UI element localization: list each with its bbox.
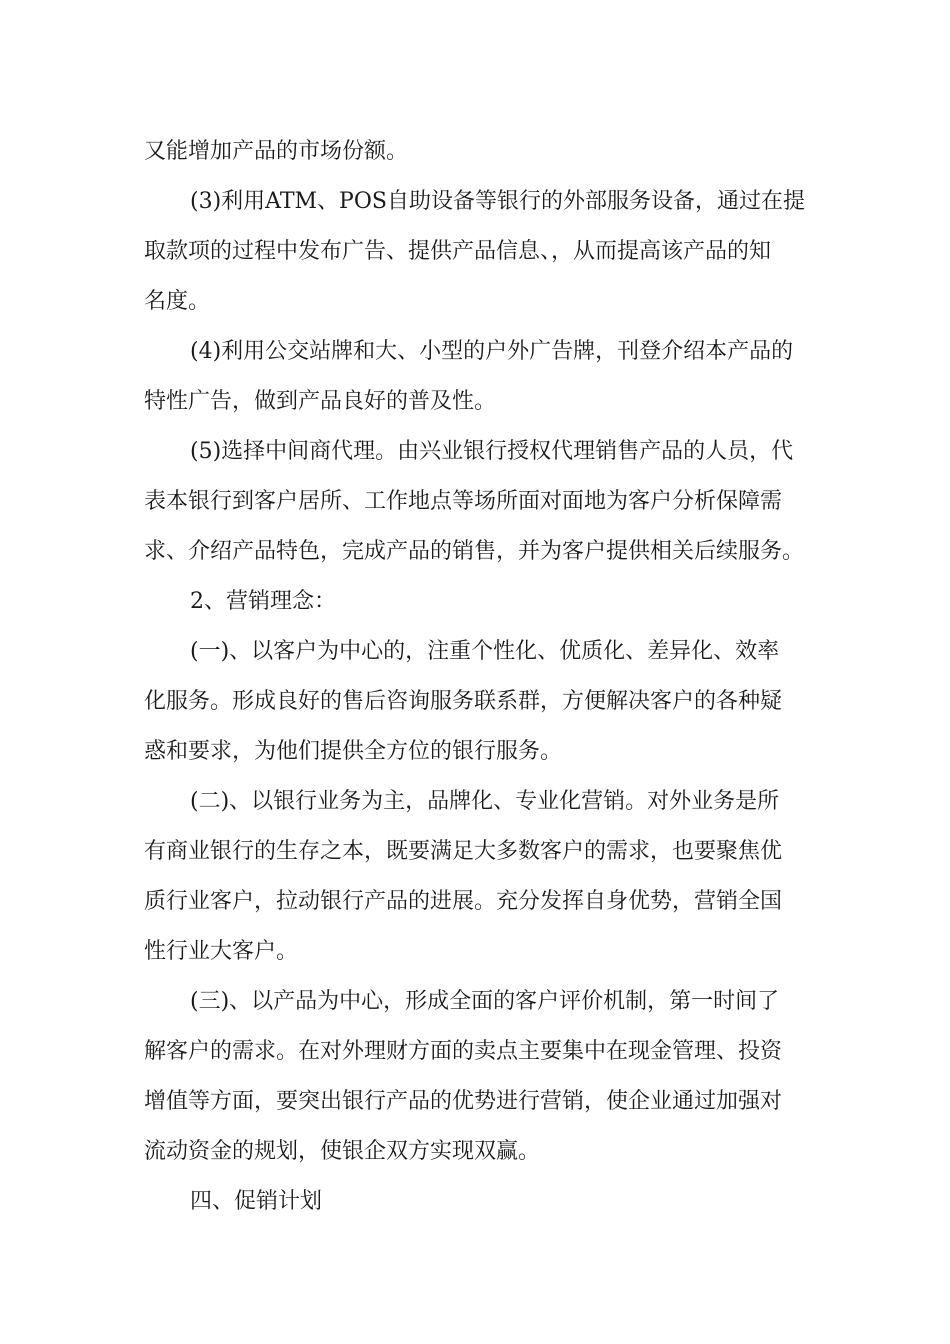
- text-line: 增值等方面，要突出银行产品的优势进行营销，使企业通过加强对: [144, 1089, 783, 1114]
- text-line: 取款项的过程中发布广告、提供产品信息、，从而提高该产品的知: [144, 239, 772, 264]
- text-line: 惑和要求，为他们提供全方位的银行服务。: [144, 739, 563, 764]
- text-line: 特性广告，做到产品良好的普及性。: [144, 389, 497, 414]
- section-heading: 四、促销计划: [190, 1189, 323, 1214]
- text-line: (三)、以产品为中心，形成全面的客户评价机制，第一时间了: [190, 989, 780, 1014]
- text-line: (二)、以银行业务为主，品牌化、专业化营销。对外业务是所: [190, 789, 780, 814]
- text-line: (4)利用公交站牌和大、小型的户外广告牌，刊登介绍本产品的: [190, 339, 794, 364]
- text-line: (5)选择中间商代理。由兴业银行授权代理销售产品的人员，代: [190, 439, 794, 464]
- text-line: 求、介绍产品特色，完成产品的销售，并为客户提供相关后续服务。: [144, 539, 805, 564]
- text-line: 有商业银行的生存之本，既要满足大多数客户的需求，也要聚焦优: [144, 839, 783, 864]
- text-line: 质行业客户，拉动银行产品的进展。充分发挥自身优势，营销全国: [144, 889, 783, 914]
- text-line: 解客户的需求。在对外理财方面的卖点主要集中在现金管理、投资: [144, 1039, 783, 1064]
- text-line: 表本银行到客户居所、工作地点等场所面对面地为客户分析保障需: [144, 489, 783, 514]
- text-line: 性行业大客户。: [144, 939, 299, 964]
- text-line: 化服务。形成良好的售后咨询服务联系群，方便解决客户的各种疑: [144, 689, 783, 714]
- section-heading: 2、营销理念：: [190, 589, 336, 614]
- text-line: (3)利用ATM、POS自助设备等银行的外部服务设备，通过在提: [190, 189, 805, 214]
- text-line: (一)、以客户为中心的，注重个性化、优质化、差异化、效率: [190, 639, 780, 664]
- text-line: 又能增加产品的市场份额。: [144, 139, 409, 164]
- text-line: 名度。: [144, 289, 211, 314]
- text-line: 流动资金的规划，使银企双方实现双赢。: [144, 1139, 541, 1164]
